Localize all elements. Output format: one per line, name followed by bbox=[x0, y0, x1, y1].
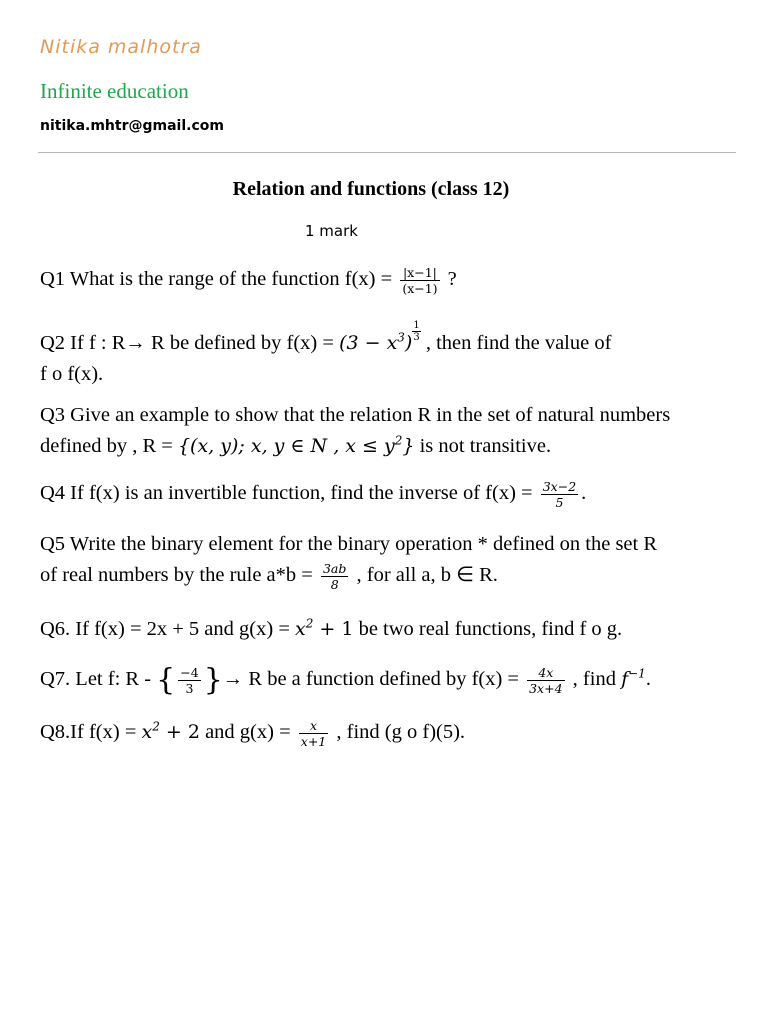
q6-expression: $x^2$ bbox=[295, 616, 314, 640]
q7-set-fraction: $\frac{-4}{3}$ bbox=[180, 664, 199, 696]
organization-name: Infinite education bbox=[40, 79, 189, 103]
q7-inverse: $f^{-1}$ bbox=[621, 666, 646, 690]
question-3: Q3 Give an example to show that the relation R in the set of natural numbers defined by , R = {(x, y); x, y ∈ N , $x \le y^2$} is not transitive. bbox=[40, 404, 671, 457]
q3-set-expression: {(x, y); x, y ∈ N , $x \le y^2$} bbox=[177, 433, 415, 457]
worksheet-title: Relation and functions (class 12) bbox=[232, 178, 510, 200]
q5-fraction: $\frac{3ab}{8}$ bbox=[322, 560, 347, 592]
q8-text: Q8.If f(x) = bbox=[40, 721, 142, 743]
q2-text: Q2 If f : R→ R be defined by f(x) = bbox=[40, 332, 340, 354]
question-4: Q4 If f(x) is an invertible function, find the inverse of f(x) = $\frac{3x-2}{5}$ . bbox=[40, 478, 587, 510]
q8-fraction: $\frac{x}{x+1}$ bbox=[300, 717, 327, 749]
q7-function-fraction: $\frac{4x}{3x+4}$ bbox=[529, 664, 563, 696]
question-6: Q6. If f(x) = 2x + 5 and $g(x) = x^2 + 1$ be two real functions, find f o g. bbox=[40, 616, 623, 640]
question-7: Q7. Let f: R - { $\frac{-4}{3}$ }→ R be a function defined by f(x) = $\frac{4x}{3x+4}$ , find $f^{-1}$. bbox=[40, 662, 651, 698]
q8-expression: $x^2$ bbox=[141, 719, 160, 743]
author-email: nitika.mhtr@gmail.com bbox=[40, 118, 224, 134]
q5-text: Q5 Write the binary element for the binary operation * defined on the set R bbox=[40, 533, 658, 555]
question-1: Q1 What is the range of the function f(x) = $\frac{|x-1|}{(x-1)}$ ? bbox=[40, 264, 457, 296]
q6-text: Q6. If f(x) = 2x + 5 and g(x) = bbox=[40, 618, 295, 640]
q4-text: Q4 If f(x) is an invertible function, find the inverse of f(x) = bbox=[40, 482, 538, 504]
q1-text: Q1 What is the range of the function f(x) = bbox=[40, 268, 398, 290]
q2-power-fraction: $\frac{1}{3}$ bbox=[413, 320, 420, 343]
question-5: Q5 Write the binary element for the binary operation * defined on the set R of real numbers by the rule a*b = $\frac{3ab}{8}$ , for all a, b ∈ R. bbox=[40, 533, 658, 592]
header-divider bbox=[38, 152, 736, 153]
marks-label: 1 mark bbox=[305, 222, 358, 240]
author-name: Nitika malhotra bbox=[40, 36, 202, 58]
q3-text: Q3 Give an example to show that the relation R in the set of natural numbers bbox=[40, 404, 671, 426]
question-8: Q8.If $f(x) = x^2 + 2$ and g(x) = $\frac{x}{x+1}$ , find (g o f)(5). bbox=[40, 717, 466, 749]
q2-expression: $(3 - x^3)$ bbox=[339, 330, 413, 354]
q1-fraction: $\frac{|x-1|}{(x-1)}$ bbox=[402, 264, 438, 296]
question-2: Q2 If f : R→ R be defined by $f(x) = (3 - x^3)$ $\frac{1}{3}$ , then find the value of f o f(x). bbox=[40, 320, 612, 385]
q7-text: Q7. Let f: R - bbox=[40, 668, 157, 690]
q4-fraction: $\frac{3x-2}{5}$ bbox=[542, 478, 577, 510]
